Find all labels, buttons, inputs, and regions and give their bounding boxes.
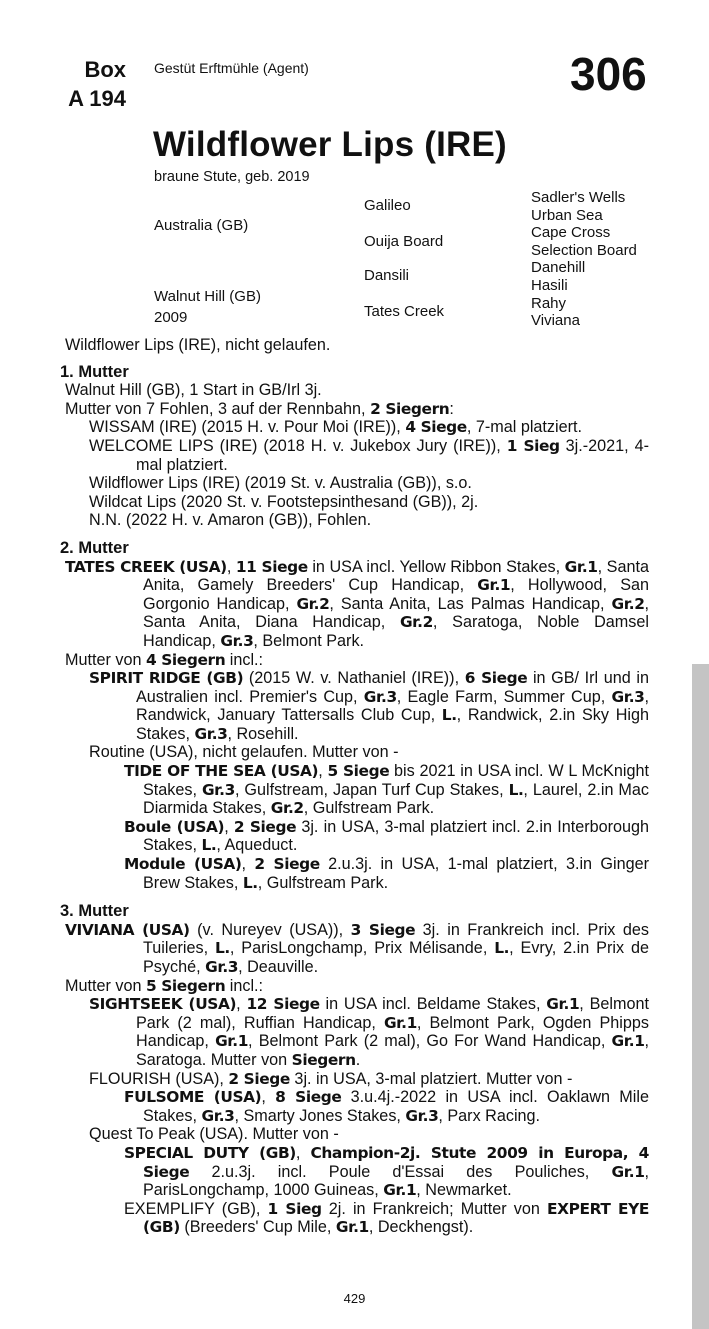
third-dam-record: VIVIANA (USA) (v. Nureyev (USA)), 3 Siege 3j. in Frankreich incl. Prix des Tuileries, L., ParisLongchamp, Prix Mélisande, L., Evry, 2.in Prix de Psyché, Gr.3, Deauville.: [65, 920, 649, 976]
pedigree-dam-dam: Tates Creek: [364, 303, 445, 320]
produce-entry: N.N. (2022 H. v. Amaron (GB)), Fohlen.: [89, 511, 372, 530]
pedigree-g3-3: Cape Cross: [531, 224, 611, 242]
produce-entry: SPIRIT RIDGE (GB) (2015 W. v. Nathaniel (IRE)), 6 Siege in GB/ Irl und in Australien incl. Premier's Cup, Gr.3, Eagle Farm, Summer Cup, Gr.3, Randwick, January Tattersalls Club Cup, L., Randwick, 2.in Sky High Stakes, Gr.3, Rosehill.: [89, 669, 649, 743]
pedigree-g3-1: Sadler's Wells: [531, 189, 626, 206]
pedigree-g3-7: Rahy: [531, 294, 567, 312]
agent-name: Gestüt Erftmühle (Agent): [154, 60, 309, 76]
produce-entry: FLOURISH (USA), 2 Siege 3j. in USA, 3-mal platziert. Mutter von -: [89, 1069, 573, 1088]
produce-entry: Quest To Peak (USA). Mutter von -: [89, 1125, 339, 1144]
produce-entry: SIGHTSEEK (USA), 12 Siege in USA incl. Beldame Stakes, Gr.1, Belmont Park (2 mal), Ruffian Handicap, Gr.1, Belmont Park, Ogden Phipps Handicap, Gr.1, Belmont Park (2 mal), Go For Wand Handicap, Gr.1, Saratoga. Mutter von Siegern.: [89, 995, 649, 1069]
pedigree-g3-4: Selection Board: [531, 241, 637, 259]
dam-produce-summary: Mutter von 7 Fohlen, 3 auf der Rennbahn, 2 Siegern:: [65, 399, 454, 418]
pedigree-sire-dam: Ouija Board: [364, 233, 444, 250]
box-number: A 194: [68, 86, 126, 111]
dam-record: Walnut Hill (GB), 1 Start in GB/Irl 3j.: [65, 381, 322, 400]
horse-name: Wildflower Lips (IRE): [153, 125, 507, 164]
pedigree-sire-sire: Galileo: [364, 197, 411, 214]
lot-number: 306: [570, 48, 647, 100]
pedigree-g3-6: Hasili: [531, 276, 568, 294]
grandproduce-entry: TIDE OF THE SEA (USA), 5 Siege bis 2021 in USA incl. W L McKnight Stakes, Gr.3, Gulfstream, Japan Turf Cup Stakes, L., Laurel, 2.in Mac Diarmida Stakes, Gr.2, Gulfstream Park.: [124, 762, 649, 818]
catalogue-text: [0, 336, 709, 1237]
grandproduce-entry: Module (USA), 2 Siege 2.u.3j. in USA, 1-mal platziert, 3.in Ginger Brew Stakes, L., Gulfstream Park.: [124, 855, 649, 892]
section-heading-2: 2. Mutter: [60, 538, 129, 557]
pedigree-g3-2: Urban Sea: [531, 206, 603, 224]
grandproduce-entry: EXEMPLIFY (GB), 1 Sieg 2j. in Frankreich; Mutter von EXPERT EYE (GB) (Breeders' Cup Mile, Gr.1, Deckhengst).: [124, 1199, 649, 1237]
pedigree-dam: Walnut Hill (GB): [154, 288, 261, 305]
section-heading-3: 3. Mutter: [60, 902, 129, 921]
third-dam-produce-summary: Mutter von 5 Siegern incl.:: [65, 976, 264, 995]
produce-entry: Wildflower Lips (IRE) (2019 St. v. Australia (GB)), s.o.: [89, 474, 472, 493]
page-number: 429: [343, 1291, 366, 1306]
pedigree-g3-5: Danehill: [531, 259, 586, 277]
grandproduce-entry: SPECIAL DUTY (GB), Champion-2j. Stute 2009 in Europa, 4 Siege 2.u.3j. incl. Poule d'Essai des Pouliches, Gr.1, ParisLongchamp, 1000 Guineas, Gr.1, Newmarket.: [124, 1143, 649, 1200]
section-heading-1: 1. Mutter: [60, 362, 129, 381]
pedigree-sire: Australia (GB): [154, 217, 249, 234]
scrollbar[interactable]: [692, 664, 709, 1329]
pedigree-dam-sire: Dansili: [364, 267, 410, 284]
grandproduce-entry: Boule (USA), 2 Siege 3j. in USA, 3-mal platziert incl. 2.in Interborough Stakes, L., Aqueduct.: [124, 817, 650, 855]
box-label: [62, 55, 126, 113]
pedigree-third-generation: [531, 189, 637, 330]
produce-entry: Wildcat Lips (2020 St. v. Footstepsinthesand (GB)), 2j.: [89, 492, 479, 511]
produce-entry: Routine (USA), nicht gelaufen. Mutter von -: [89, 743, 399, 762]
horse-description: braune Stute, geb. 2019: [154, 169, 310, 185]
box-word: Box: [84, 57, 126, 82]
grandproduce-entry: FULSOME (USA), 8 Siege 3.u.4j.-2022 in USA incl. Oaklawn Mile Stakes, Gr.3, Smarty Jones Stakes, Gr.3, Parx Racing.: [124, 1088, 649, 1125]
pedigree-dam-year: 2009: [154, 309, 188, 326]
produce-entry: WISSAM (IRE) (2015 H. v. Pour Moi (IRE)), 4 Siege, 7-mal platziert.: [89, 418, 582, 437]
second-dam-produce-summary: Mutter von 4 Siegern incl.:: [65, 650, 264, 669]
pedigree-g3-8: Viviana: [531, 312, 580, 330]
summary-line: Wildflower Lips (IRE), nicht gelaufen.: [65, 336, 331, 354]
produce-entry: WELCOME LIPS (IRE) (2018 H. v. Jukebox Jury (IRE)), 1 Sieg 3j.-2021, 4-mal platziert.: [89, 436, 649, 474]
second-dam-record: TATES CREEK (USA), 11 Siege in USA incl. Yellow Ribbon Stakes, Gr.1, Santa Anita, Gamely Breeders' Cup Handicap, Gr.1, Hollywood, San Gorgonio Handicap, Gr.2, Santa Anita, Las Palmas Handicap, Gr.2, Santa Anita, Diana Handicap, Gr.2, Saratoga, Noble Damsel Handicap, Gr.3, Belmont Park.: [65, 557, 649, 650]
